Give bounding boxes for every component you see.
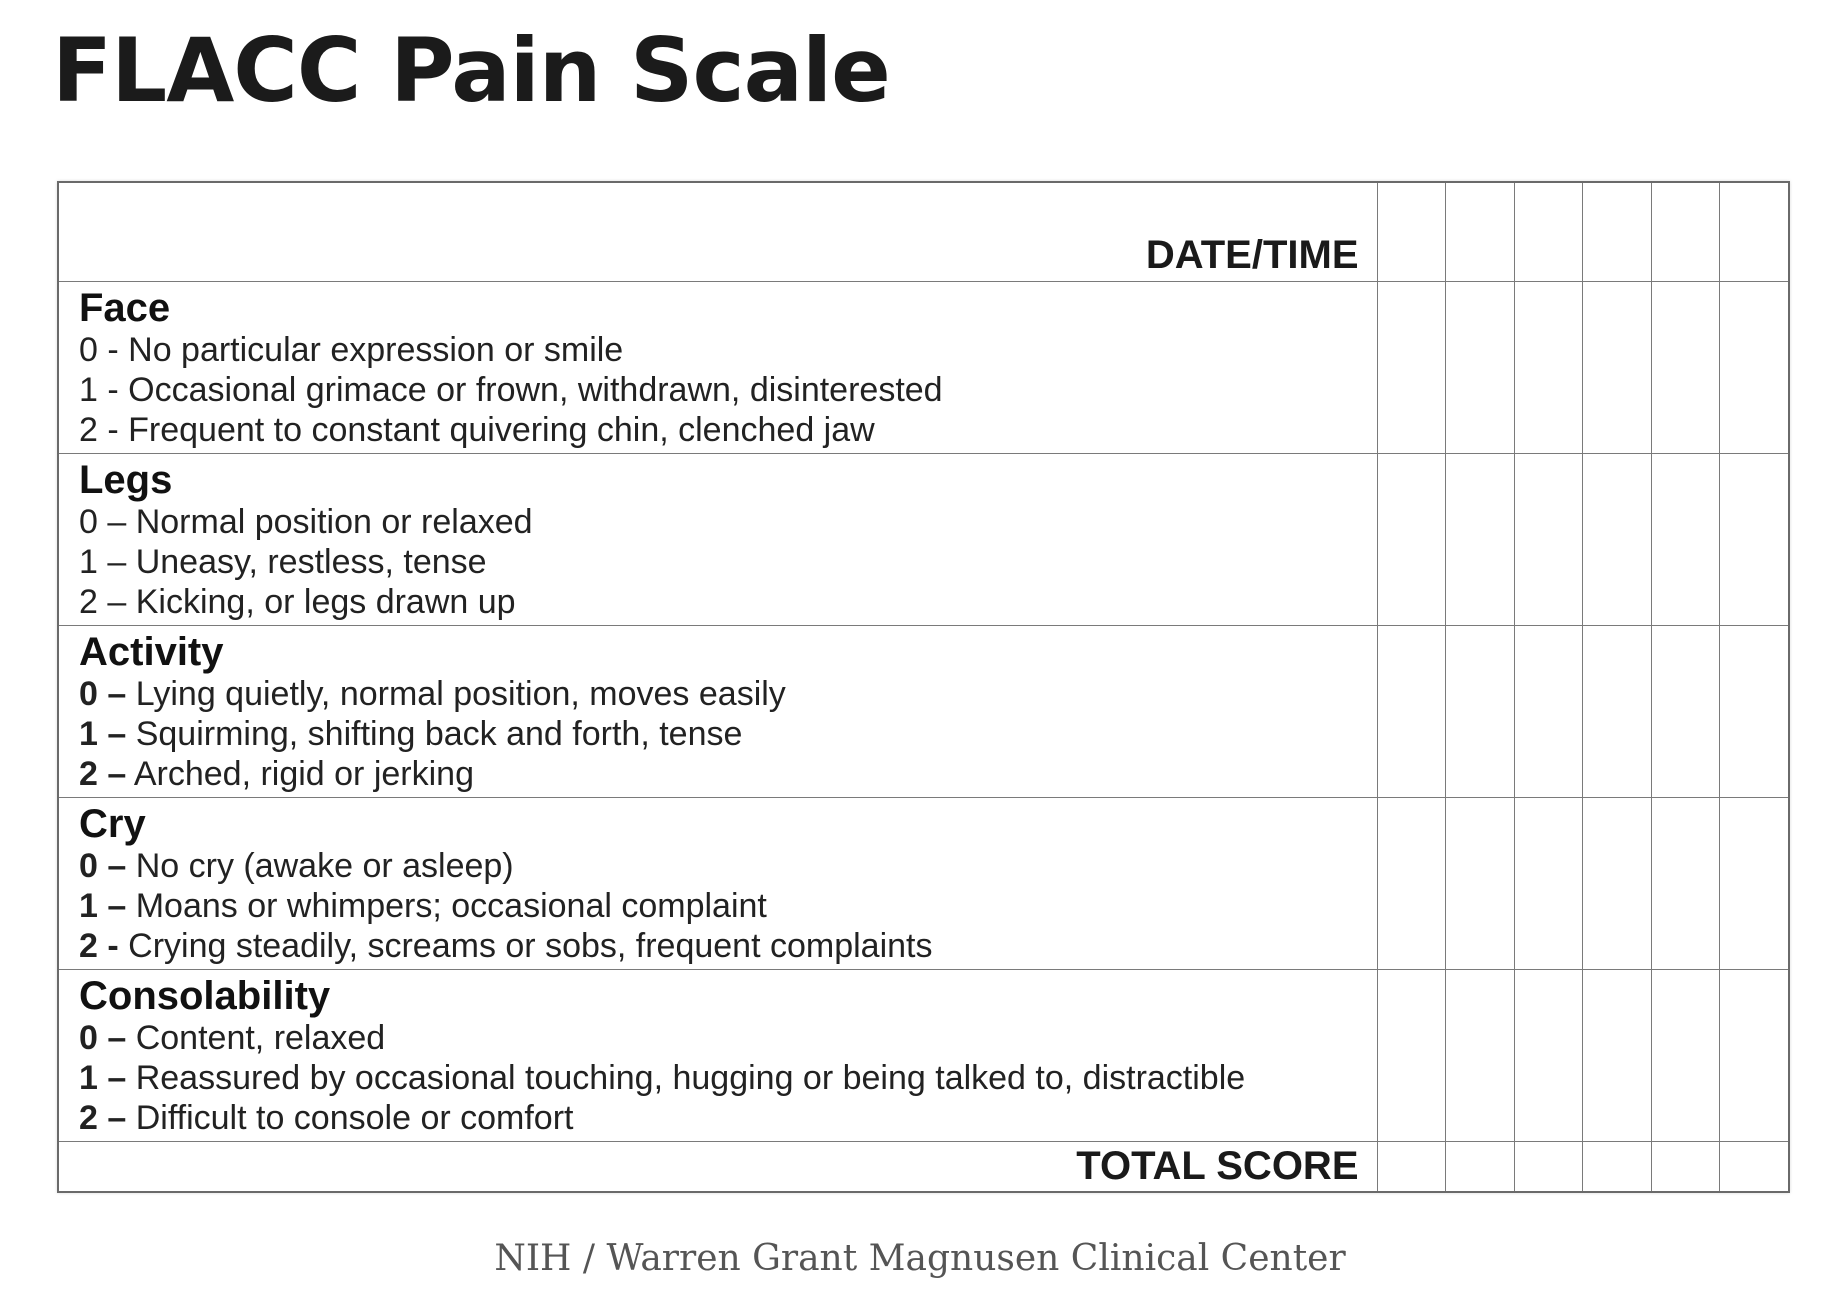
- score-line: [79, 674, 1377, 714]
- score-line: [79, 542, 1377, 582]
- date-time-entry-cell[interactable]: [1514, 182, 1583, 281]
- score-number: 0 –: [79, 502, 127, 541]
- score-entry-cell[interactable]: [1720, 281, 1789, 453]
- score-number: 2 –: [79, 754, 127, 793]
- score-entry-cell[interactable]: [1651, 797, 1720, 969]
- score-entry-cell[interactable]: [1514, 281, 1583, 453]
- score-entry-cell[interactable]: [1720, 453, 1789, 625]
- category-title: Face: [79, 285, 171, 330]
- score-entry-cell[interactable]: [1651, 281, 1720, 453]
- score-text: Moans or whimpers; occasional complaint: [126, 886, 767, 925]
- category-description: [58, 625, 1377, 797]
- score-text: Lying quietly, normal position, moves easily: [126, 674, 786, 713]
- score-number: 2 -: [79, 410, 119, 449]
- score-entry-cell[interactable]: [1377, 797, 1446, 969]
- score-entry-cell[interactable]: [1720, 797, 1789, 969]
- score-number: 2 -: [79, 926, 119, 965]
- score-entry-cell[interactable]: [1583, 625, 1652, 797]
- score-number: 1 –: [79, 886, 127, 925]
- date-time-label: DATE/TIME: [1145, 232, 1359, 277]
- score-entry-cell[interactable]: [1446, 969, 1515, 1141]
- score-entry-cell[interactable]: [1377, 453, 1446, 625]
- date-time-entry-cell[interactable]: [1583, 182, 1652, 281]
- score-entry-cell[interactable]: [1446, 453, 1515, 625]
- score-number: 0 –: [79, 846, 127, 885]
- total-score-entry-cell[interactable]: [1651, 1141, 1720, 1192]
- page-title: FLACC Pain Scale: [52, 19, 890, 122]
- total-score-entry-cell[interactable]: [1720, 1141, 1789, 1192]
- score-entry-cell[interactable]: [1446, 625, 1515, 797]
- category-description: [58, 797, 1377, 969]
- score-entry-cell[interactable]: [1446, 281, 1515, 453]
- score-text: Frequent to constant quivering chin, clenched jaw: [118, 410, 875, 449]
- category-row-activity: [58, 625, 1789, 797]
- score-entry-cell[interactable]: [1514, 453, 1583, 625]
- total-score-entry-cell[interactable]: [1514, 1141, 1583, 1192]
- score-entry-cell[interactable]: [1583, 797, 1652, 969]
- score-text: Squirming, shifting back and forth, tense: [126, 714, 743, 753]
- score-text: No particular expression or smile: [118, 330, 624, 369]
- score-line: [79, 330, 1377, 370]
- score-text: Content, relaxed: [126, 1018, 386, 1057]
- score-line: [79, 1098, 1377, 1138]
- score-line: [79, 410, 1377, 450]
- category-title: Legs: [79, 457, 173, 502]
- score-line: [79, 926, 1377, 966]
- score-line: [79, 846, 1377, 886]
- score-line: [79, 886, 1377, 926]
- score-number: 2 –: [79, 1098, 127, 1137]
- score-entry-cell[interactable]: [1377, 625, 1446, 797]
- category-row-cry: [58, 797, 1789, 969]
- score-text: Reassured by occasional touching, hugging or being talked to, distractible: [126, 1058, 1246, 1097]
- score-number: 0 –: [79, 1018, 127, 1057]
- score-entry-cell[interactable]: [1514, 625, 1583, 797]
- score-entry-cell[interactable]: [1446, 797, 1515, 969]
- score-number: 2 –: [79, 582, 127, 621]
- category-title: Consolability: [79, 973, 331, 1018]
- category-row-consolability: [58, 969, 1789, 1141]
- score-number: 1 –: [79, 1058, 127, 1097]
- score-number: 1 –: [79, 714, 127, 753]
- score-line: [79, 1058, 1377, 1098]
- total-score-entry-cell[interactable]: [1377, 1141, 1446, 1192]
- score-line: [79, 582, 1377, 622]
- image-caption: NIH / Warren Grant Magnusen Clinical Center: [494, 1238, 1346, 1279]
- date-time-header-cell: [58, 182, 1377, 281]
- score-entry-cell[interactable]: [1720, 969, 1789, 1141]
- score-text: Kicking, or legs drawn up: [126, 582, 516, 621]
- score-line: [79, 714, 1377, 754]
- score-text: Normal position or relaxed: [126, 502, 533, 541]
- category-row-face: [58, 281, 1789, 453]
- flacc-table: [57, 181, 1790, 1193]
- date-time-entry-cell[interactable]: [1651, 182, 1720, 281]
- category-title: Activity: [79, 629, 224, 674]
- category-description: [58, 453, 1377, 625]
- category-title: Cry: [79, 801, 146, 846]
- total-score-label: TOTAL SCORE: [1076, 1144, 1359, 1189]
- score-entry-cell[interactable]: [1651, 625, 1720, 797]
- score-entry-cell[interactable]: [1583, 281, 1652, 453]
- date-time-entry-cell[interactable]: [1720, 182, 1789, 281]
- score-text: Crying steadily, screams or sobs, frequent complaints: [118, 926, 933, 965]
- date-time-entry-cell[interactable]: [1377, 182, 1446, 281]
- score-number: 1 -: [79, 370, 119, 409]
- score-number: 1 –: [79, 542, 127, 581]
- score-text: Arched, rigid or jerking: [126, 754, 474, 793]
- total-score-entry-cell[interactable]: [1583, 1141, 1652, 1192]
- score-number: 0 –: [79, 674, 127, 713]
- score-entry-cell[interactable]: [1651, 969, 1720, 1141]
- score-entry-cell[interactable]: [1583, 453, 1652, 625]
- score-entry-cell[interactable]: [1377, 969, 1446, 1141]
- score-number: 0 -: [79, 330, 119, 369]
- total-score-row: [58, 1141, 1789, 1192]
- score-line: [79, 502, 1377, 542]
- score-line: [79, 370, 1377, 410]
- score-text: Occasional grimace or frown, withdrawn, disinterested: [118, 370, 943, 409]
- score-line: [79, 1018, 1377, 1058]
- score-entry-cell[interactable]: [1651, 453, 1720, 625]
- score-entry-cell[interactable]: [1720, 625, 1789, 797]
- score-entry-cell[interactable]: [1514, 797, 1583, 969]
- date-time-entry-cell[interactable]: [1446, 182, 1515, 281]
- category-row-legs: [58, 453, 1789, 625]
- category-description: [58, 969, 1377, 1141]
- score-text: Difficult to console or comfort: [126, 1098, 574, 1137]
- score-text: Uneasy, restless, tense: [126, 542, 487, 581]
- total-score-entry-cell[interactable]: [1446, 1141, 1515, 1192]
- score-entry-cell[interactable]: [1583, 969, 1652, 1141]
- header-row: [58, 182, 1789, 281]
- score-text: No cry (awake or asleep): [126, 846, 514, 885]
- category-description: [58, 281, 1377, 453]
- score-entry-cell[interactable]: [1377, 281, 1446, 453]
- score-entry-cell[interactable]: [1514, 969, 1583, 1141]
- total-score-label-cell: [58, 1141, 1377, 1192]
- score-line: [79, 754, 1377, 794]
